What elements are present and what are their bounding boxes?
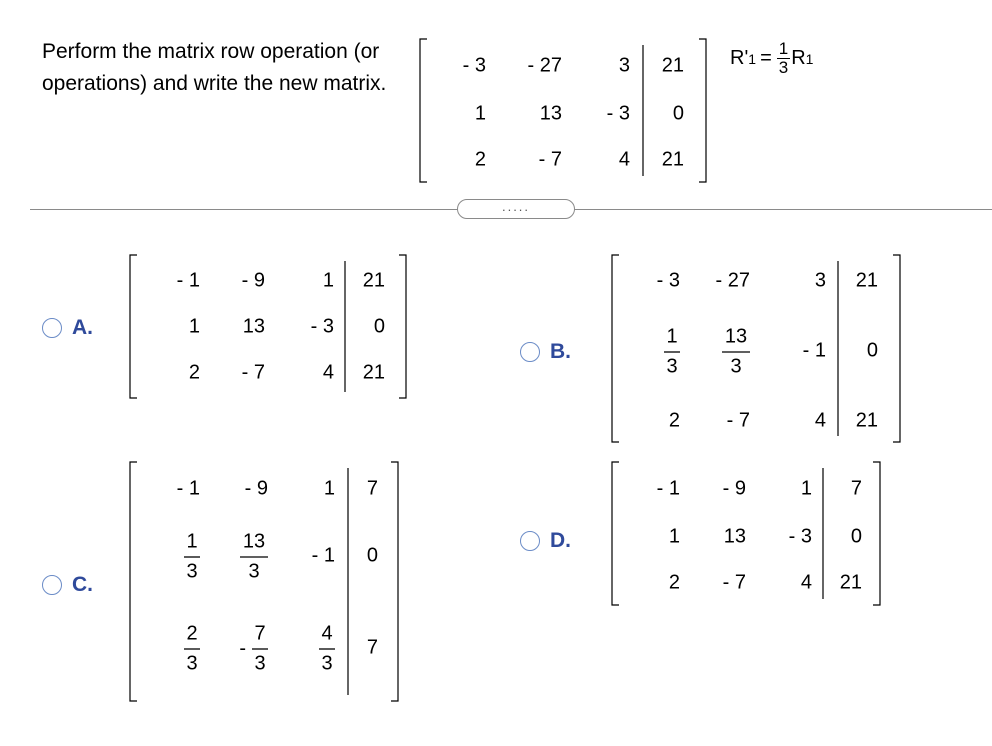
option-a-matrix-cell-0-2: 1	[322, 269, 334, 292]
option-d-matrix-cell-0-2: 1	[800, 477, 812, 500]
given-matrix-cell-2-0: 2	[474, 148, 486, 171]
given-matrix-cell-2-1: - 7	[538, 148, 562, 171]
option-b-matrix-cell-0-2: 3	[814, 269, 826, 292]
option-a-matrix-cell-2-1: - 7	[241, 361, 265, 384]
option-c-matrix-cell-1-0-num: 1	[186, 530, 198, 553]
op-rhs-sub: 1	[805, 50, 814, 67]
option-d-matrix-cell-2-2: 4	[800, 571, 812, 594]
option-a-matrix-cell-1-1: 13	[242, 315, 265, 338]
given-matrix-cell-1-0: 1	[474, 102, 486, 125]
option-b-matrix-cell-0-0: - 3	[656, 269, 680, 292]
op-numerator: 1	[778, 39, 789, 58]
option-c-matrix-cell-1-0-den: 3	[186, 560, 198, 583]
option-a-matrix-cell-2-2: 4	[322, 361, 334, 384]
question-prompt: Perform the matrix row operation (or operations) and write the new matrix.	[42, 40, 387, 95]
op-lhs: R'	[730, 47, 749, 69]
option-c-matrix-cell-0-1: - 9	[244, 477, 268, 500]
option-a-matrix-cell-1-3: 0	[373, 315, 385, 338]
option-c-matrix-cell-1-1-den: 3	[248, 560, 260, 583]
given-matrix-cell-1-3: 0	[672, 102, 684, 125]
given-matrix-cell-2-2: 4	[618, 148, 630, 171]
option-d-matrix-cell-1-1: 13	[723, 525, 746, 548]
option-a-matrix-cell-2-0: 2	[188, 361, 200, 384]
option-d-matrix-cell-0-1: - 9	[722, 477, 746, 500]
given-matrix-cell-0-2: 3	[618, 54, 630, 77]
option-c-matrix-cell-2-1-num: 7	[254, 622, 266, 645]
op-denominator: 3	[778, 58, 789, 77]
option-a-matrix-cell-0-3: 21	[362, 269, 385, 292]
option-c-matrix-cell-2-1-den: 3	[254, 652, 266, 675]
given-matrix-cell-0-1: - 27	[527, 54, 562, 77]
option-d-matrix-bracket-left	[612, 462, 619, 605]
option-d-matrix-cell-1-0: 1	[668, 525, 680, 548]
option-b-matrix-cell-2-2: 4	[814, 409, 826, 432]
given-matrix-cell-0-3: 21	[661, 54, 684, 77]
option-c-matrix-cell-0-0: - 1	[176, 477, 200, 500]
given-matrix-bracket-left	[420, 39, 427, 182]
option-d-matrix-cell-2-3: 21	[839, 571, 862, 594]
option-c-matrix-cell-2-0-den: 3	[186, 652, 198, 675]
option-c-matrix-cell-2-2-num: 4	[321, 622, 333, 645]
option-b-matrix-cell-1-2: - 1	[802, 339, 826, 362]
option-a-matrix-bracket-right	[399, 255, 406, 398]
option-d-matrix-cell-0-3: 7	[850, 477, 862, 500]
op-equals: =	[760, 47, 772, 69]
option-b-matrix-bracket-left	[612, 255, 619, 442]
op-lhs-sub: 1	[748, 50, 757, 67]
given-matrix-bracket-right	[699, 39, 706, 182]
more-options-button[interactable]: .....	[457, 199, 575, 219]
option-b-matrix-cell-0-3: 21	[855, 269, 878, 292]
option-d-matrix-cell-1-2: - 3	[788, 525, 812, 548]
option-b-matrix-cell-0-1: - 27	[715, 269, 750, 292]
option-a-matrix-cell-2-3: 21	[362, 361, 385, 384]
option-a-matrix-cell-1-2: - 3	[310, 315, 334, 338]
option-c-matrix-cell-2-3: 7	[366, 636, 378, 659]
option-d-label: D.	[550, 529, 571, 552]
given-matrix-cell-0-0: - 3	[462, 54, 486, 77]
option-c-matrix-cell-0-3: 7	[366, 477, 378, 500]
option-b-matrix-cell-1-0-num: 1	[666, 325, 678, 348]
option-c-matrix-cell-0-2: 1	[323, 477, 335, 500]
option-d-matrix-cell-0-0: - 1	[656, 477, 680, 500]
option-c-matrix-cell-1-3: 0	[366, 544, 378, 567]
option-b-matrix-bracket-right	[893, 255, 900, 442]
option-a-matrix-cell-0-0: - 1	[176, 269, 200, 292]
op-rhs: R	[791, 47, 806, 69]
given-matrix-cell-1-2: - 3	[606, 102, 630, 125]
option-b-matrix-cell-1-1-num: 13	[724, 325, 748, 348]
option-c-matrix-bracket-left	[130, 462, 137, 701]
option-c-matrix-cell-1-2: - 1	[311, 544, 335, 567]
option-c-matrix-cell-2-0-num: 2	[186, 622, 198, 645]
given-matrix-cell-1-1: 13	[539, 102, 562, 125]
option-d-matrix-cell-2-1: - 7	[722, 571, 746, 594]
option-b-matrix-cell-2-1: - 7	[726, 409, 750, 432]
option-c-matrix-bracket-right	[391, 462, 398, 701]
option-a-matrix-cell-0-1: - 9	[241, 269, 265, 292]
option-c-matrix-cell-1-1-num: 13	[242, 530, 266, 553]
option-a-matrix-cell-1-0: 1	[188, 315, 200, 338]
option-b-matrix-cell-1-3: 0	[866, 339, 878, 362]
option-a-matrix-bracket-left	[130, 255, 137, 398]
option-b-matrix-cell-1-1-den: 3	[730, 355, 742, 378]
option-b-matrix-cell-2-3: 21	[855, 409, 878, 432]
option-b-matrix-cell-1-0-den: 3	[666, 355, 678, 378]
option-a-label: A.	[72, 316, 93, 339]
option-b-label: B.	[550, 340, 571, 363]
given-matrix-cell-2-3: 21	[661, 148, 684, 171]
option-c-matrix-cell-2-1-minus: -	[239, 637, 246, 660]
option-c-matrix-cell-2-2-den: 3	[321, 652, 333, 675]
option-c-label: C.	[72, 573, 93, 596]
option-d-matrix-cell-2-0: 2	[668, 571, 680, 594]
option-b-matrix-cell-2-0: 2	[668, 409, 680, 432]
option-d-matrix-bracket-right	[873, 462, 880, 605]
option-d-matrix-cell-1-3: 0	[850, 525, 862, 548]
